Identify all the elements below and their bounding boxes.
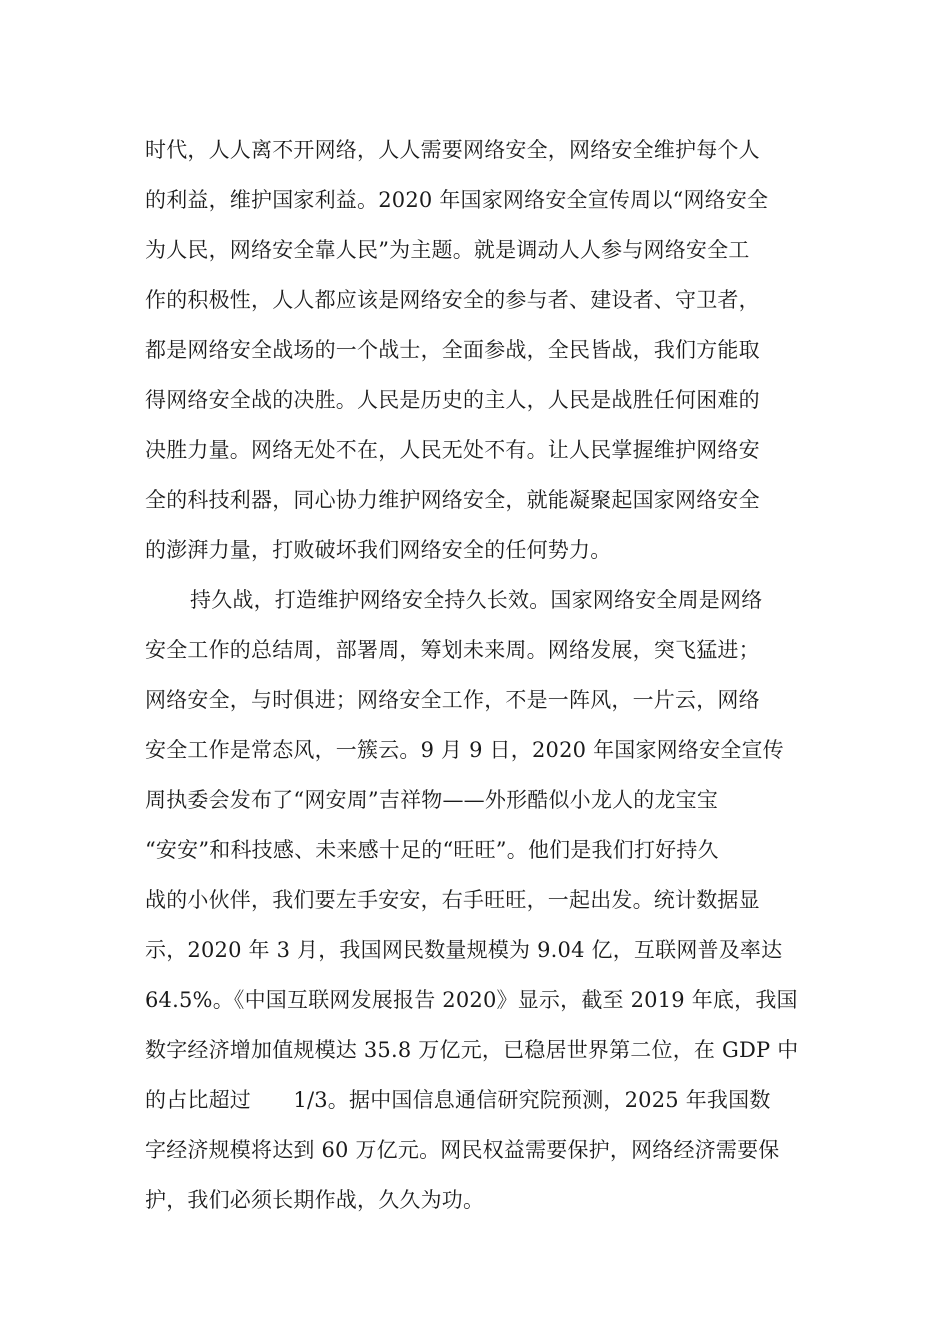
text-line: 安全工作是常态风，一簇云。9 月 9 日，2020 年国家网络安全宣传 <box>145 738 784 762</box>
text-line: 数字经济增加值规模达 35.8 万亿元，已稳居世界第二位，在 GDP 中 <box>145 1038 799 1062</box>
text-line: 护，我们必须长期作战，久久为功。 <box>145 1188 485 1212</box>
text-line: 网络安全，与时俱进；网络安全工作，不是一阵风，一片云，网络 <box>145 688 760 712</box>
text-line: 安全工作的总结周，部署周，筹划未来周。网络发展，突飞猛进； <box>145 638 760 662</box>
text-line: 全的科技利器，同心协力维护网络安全，就能凝聚起国家网络安全 <box>145 488 760 512</box>
text-line: “安安”和科技感、未来感十足的“旺旺”。他们是我们打好持久 <box>145 838 719 862</box>
text-line: 为人民，网络安全靠人民”为主题。就是调动人人参与网络安全工 <box>145 238 750 262</box>
text-line: 作的积极性，人人都应该是网络安全的参与者、建设者、守卫者， <box>145 288 760 312</box>
text-line: 得网络安全战的决胜。人民是历史的主人，人民是战胜任何困难的 <box>145 388 760 412</box>
text-line: 的占比超过 1/3。据中国信息通信研究院预测，2025 年我国数 <box>145 1088 771 1112</box>
text-line: 示，2020 年 3 月，我国网民数量规模为 9.04 亿，互联网普及率达 <box>145 938 783 962</box>
text-line: 持久战，打造维护网络安全持久长效。国家网络安全周是网络 <box>190 588 763 612</box>
text-line: 决胜力量。网络无处不在，人民无处不有。让人民掌握维护网络安 <box>145 438 760 462</box>
text-line: 都是网络安全战场的一个战士，全面参战，全民皆战，我们方能取 <box>145 338 760 362</box>
text-line: 战的小伙伴，我们要左手安安，右手旺旺，一起出发。统计数据显 <box>145 888 760 912</box>
text-line: 64.5%。《中国互联网发展报告 2020》显示，截至 2019 年底，我国 <box>145 988 798 1012</box>
text-line: 时代，人人离不开网络，人人需要网络安全，网络安全维护每个人 <box>145 138 760 162</box>
text-line: 的利益，维护国家利益。2020 年国家网络安全宣传周以“网络安全 <box>145 188 769 212</box>
text-line: 周执委会发布了“网安周”吉祥物——外形酷似小龙人的龙宝宝 <box>145 788 719 812</box>
text-line: 字经济规模将达到 60 万亿元。网民权益需要保护，网络经济需要保 <box>145 1138 780 1162</box>
text-line: 的澎湃力量，打败破坏我们网络安全的任何势力。 <box>145 538 612 562</box>
